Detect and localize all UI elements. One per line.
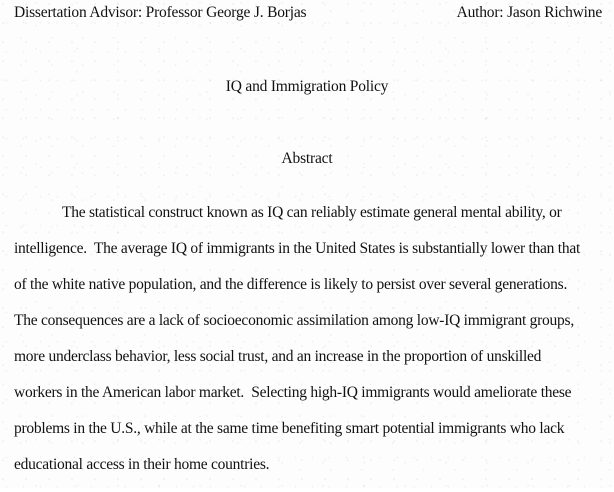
advisor-line: Dissertation Advisor: Professor George J. Borjas — [14, 4, 307, 21]
abstract-line: problems in the U.S., while at the same time benefiting smart potential immigrants who lack — [14, 420, 565, 437]
abstract-line: workers in the American labor market. Selecting high-IQ immigrants would ameliorate these — [14, 384, 572, 401]
abstract-line: The consequences are a lack of socioeconomic assimilation among low-IQ immigrant groups, — [14, 312, 574, 329]
abstract-line: educational access in their home countries. — [14, 456, 270, 473]
abstract-body — [14, 204, 612, 492]
abstract-line: The statistical construct known as IQ can reliably estimate general mental ability, or — [62, 204, 562, 221]
abstract-line: more underclass behavior, less social trust, and an increase in the proportion of unskilled — [14, 348, 542, 365]
document-title: IQ and Immigration Policy — [225, 78, 389, 95]
abstract-line: intelligence. The average IQ of immigrants in the United States is substantially lower than that — [14, 240, 581, 257]
author-line: Author: Jason Richwine — [456, 4, 602, 21]
abstract-line: of the white native population, and the difference is likely to persist over several generations. — [14, 276, 568, 293]
abstract-heading: Abstract — [281, 150, 333, 167]
